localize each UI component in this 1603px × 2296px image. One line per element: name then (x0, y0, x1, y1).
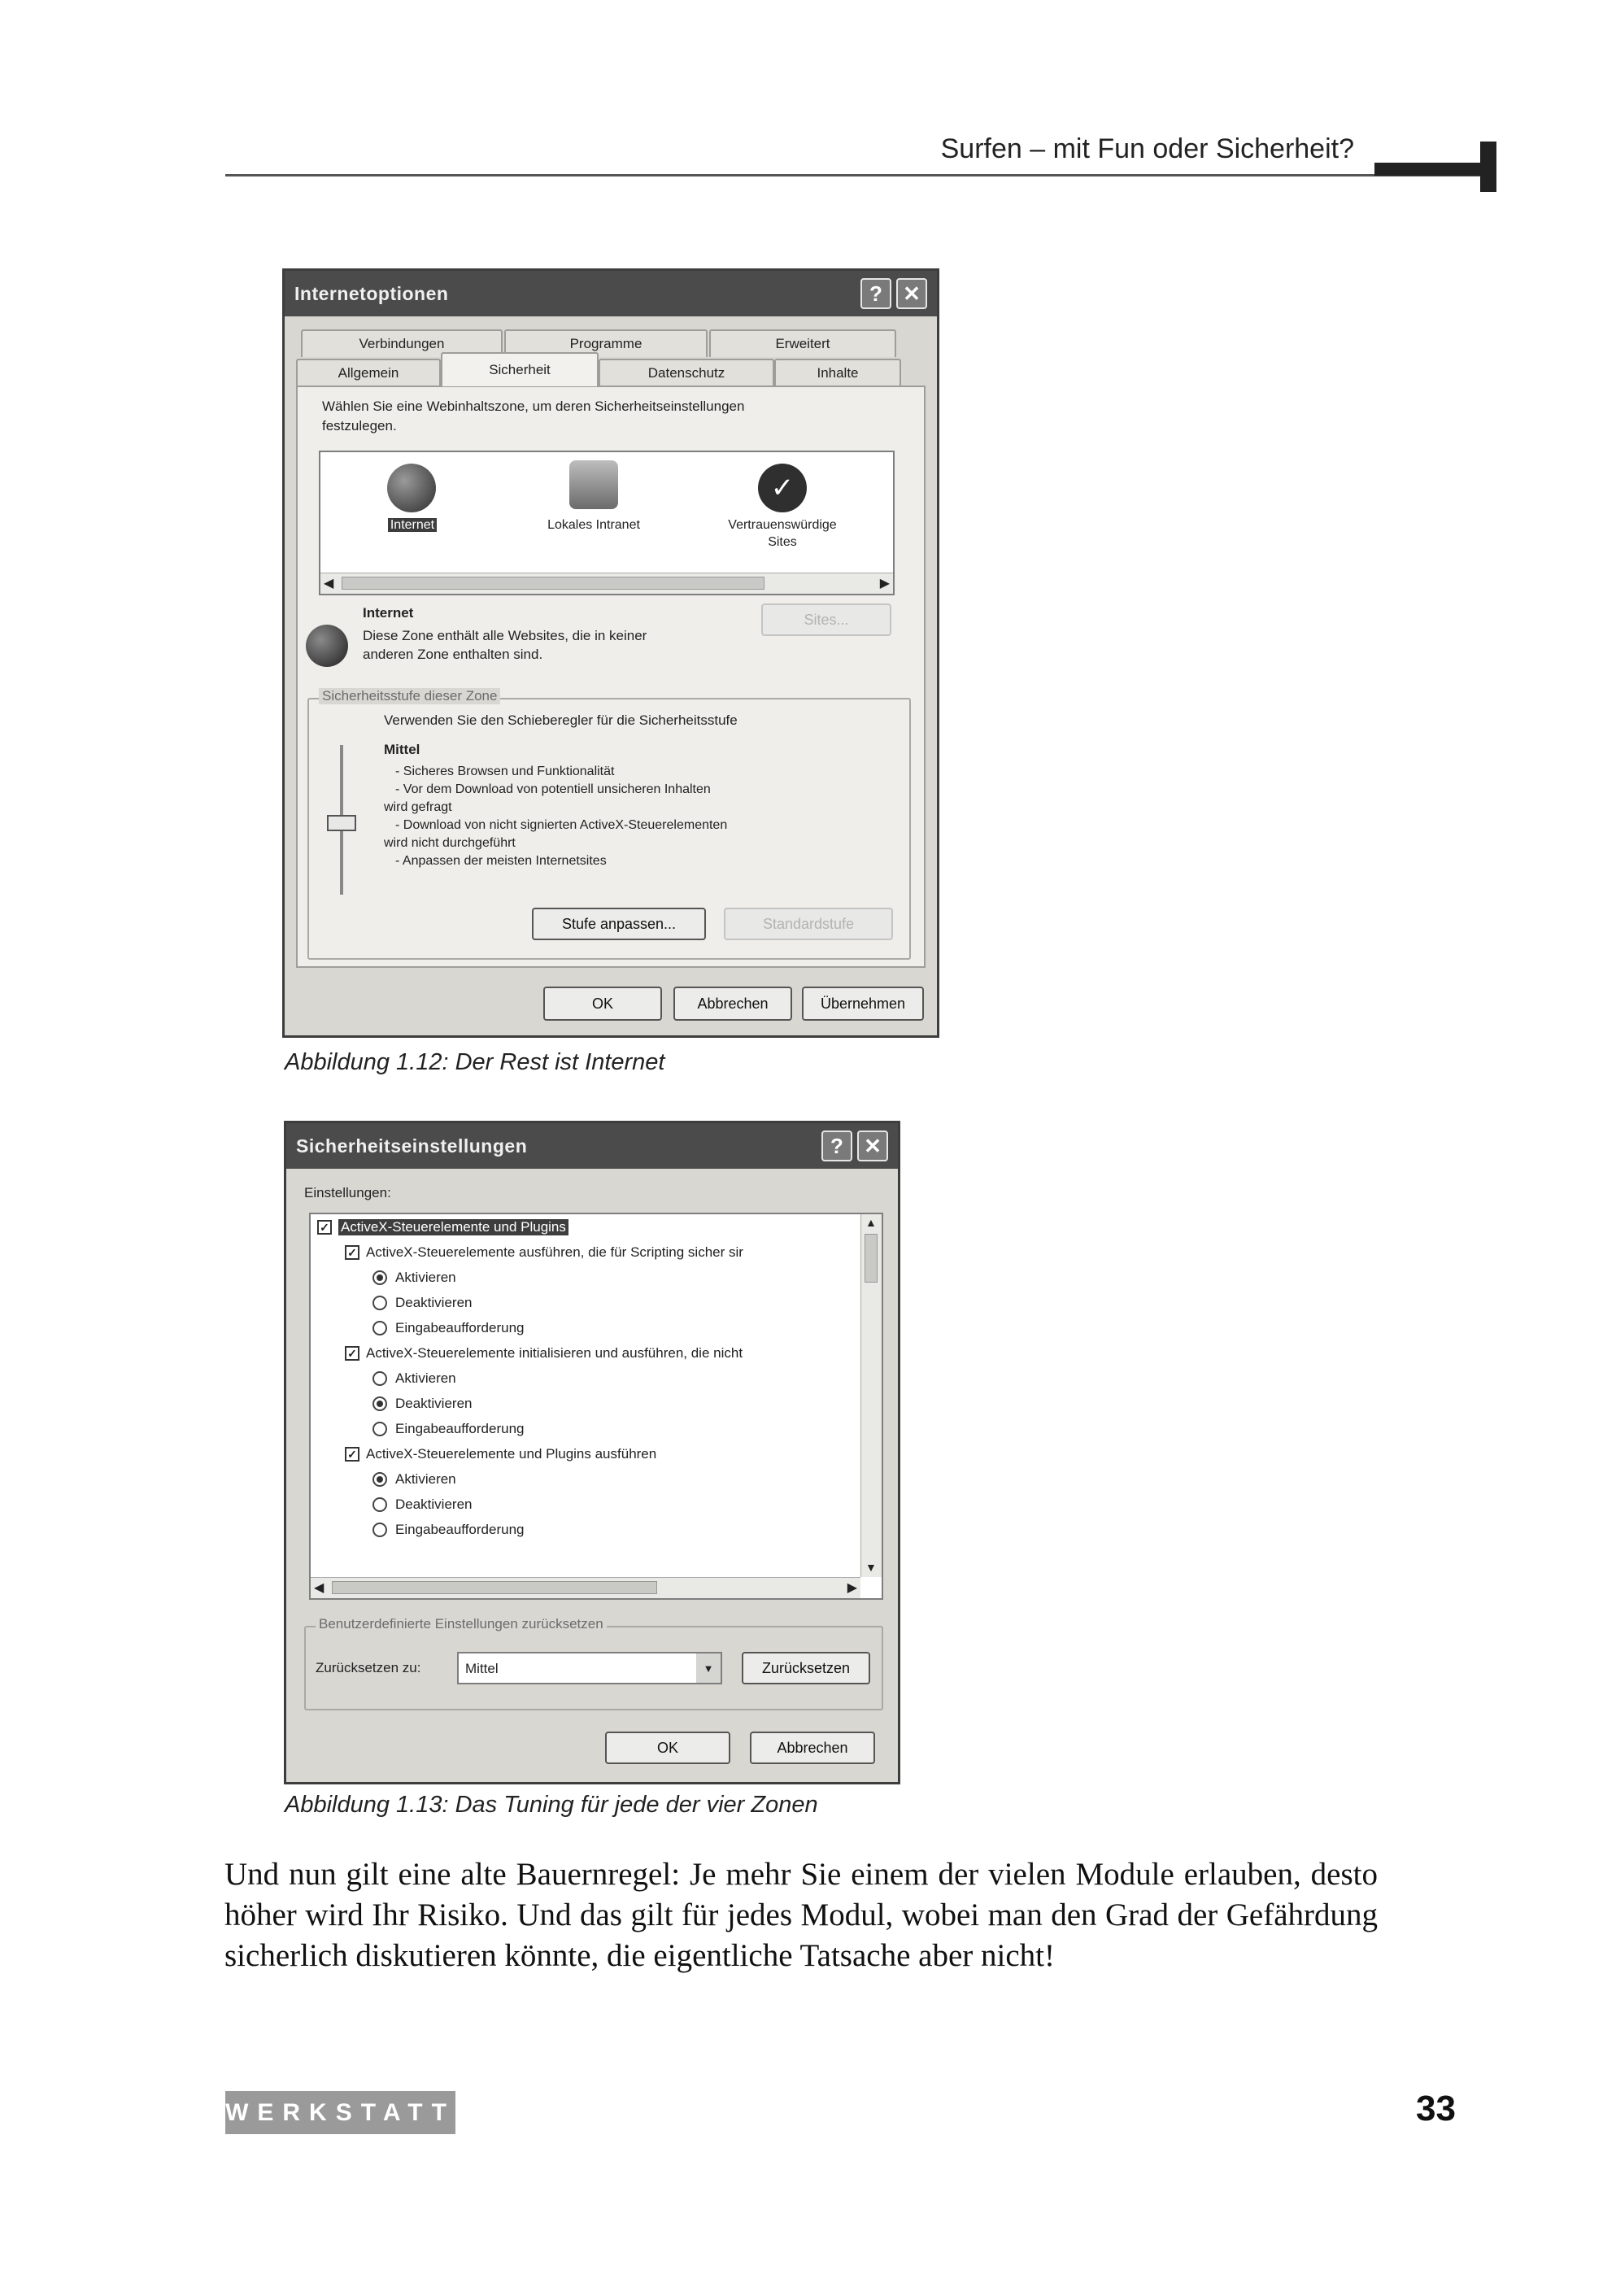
globe-icon (306, 625, 348, 667)
zone-label-intranet[interactable]: Lokales Intranet (547, 518, 640, 532)
network-icon[interactable] (569, 460, 618, 509)
zone-label-internet[interactable] (369, 517, 455, 534)
sites-button[interactable]: Sites... (761, 603, 891, 636)
custom-level-button[interactable]: Stufe anpassen... (532, 908, 706, 940)
zone-label-text: Internet (388, 518, 437, 532)
header-rule (225, 174, 1494, 176)
radio-button[interactable] (372, 1497, 387, 1512)
series-badge: WERKSTATT (225, 2091, 455, 2134)
radio-button[interactable] (372, 1472, 387, 1487)
tab-sicherheit[interactable]: Sicherheit (441, 352, 599, 386)
setting-label: Aktivieren (395, 1370, 456, 1386)
tree-vertical-scrollbar[interactable] (860, 1214, 882, 1577)
running-head: Surfen – mit Fun oder Sicherheit? (940, 133, 1354, 164)
security-level-group-label: Sicherheitsstufe dieser Zone (319, 688, 500, 704)
setting-option-row[interactable] (372, 1295, 473, 1311)
level-description-line: - Download von nicht signierten ActiveX-Steuerelementen (395, 818, 728, 832)
slider-hint: Verwenden Sie den Schieberegler für die Sicherheitsstufe (384, 712, 738, 728)
help-button[interactable]: ? (860, 278, 891, 309)
tab-erweitert[interactable]: Erweitert (709, 329, 896, 357)
setting-label: ActiveX-Steuerelemente und Plugins (338, 1219, 568, 1235)
scroll-right-icon[interactable]: ▶ (879, 577, 890, 590)
level-description-line: - Anpassen der meisten Internetsites (395, 854, 607, 868)
checkbox-icon[interactable]: ✓ (345, 1245, 359, 1260)
settings-label: Einstellungen: (304, 1185, 391, 1200)
zone-description-line: Diese Zone enthält alle Websites, die in keiner (363, 628, 647, 643)
setting-category-row[interactable] (345, 1244, 743, 1261)
setting-option-row[interactable] (372, 1370, 456, 1387)
zone-description-line: anderen Zone enthalten sind. (363, 647, 543, 662)
page-number: 33 (1416, 2089, 1456, 2128)
zone-list-scrollbar[interactable] (320, 573, 893, 594)
dialog-title: Sicherheitseinstellungen (296, 1135, 528, 1157)
setting-option-row[interactable] (372, 1320, 525, 1336)
tab-inhalte[interactable]: Inhalte (774, 359, 901, 386)
setting-label: Deaktivieren (395, 1497, 473, 1512)
zone-intro (322, 397, 744, 436)
setting-category-row[interactable] (345, 1345, 743, 1361)
scroll-left-icon[interactable]: ◀ (324, 577, 334, 590)
radio-button[interactable] (372, 1371, 387, 1386)
setting-option-row[interactable] (372, 1471, 456, 1488)
radio-button[interactable] (372, 1321, 387, 1335)
scroll-right-icon[interactable]: ▶ (847, 1581, 857, 1595)
level-description-line: wird gefragt (384, 800, 452, 814)
radio-button[interactable] (372, 1270, 387, 1285)
setting-label: ActiveX-Steuerelemente und Plugins ausführen (366, 1446, 657, 1462)
scrollbar-thumb[interactable] (332, 1581, 657, 1594)
zone-intro-line: festzulegen. (322, 418, 397, 433)
security-level-name: Mittel (384, 742, 420, 757)
zone-description (363, 626, 647, 664)
zone-list (319, 451, 895, 595)
figure-caption: Abbildung 1.13: Das Tuning für jede der vier Zonen (285, 1792, 818, 1818)
reset-level-select[interactable] (457, 1652, 722, 1684)
scroll-down-icon[interactable]: ▼ (865, 1561, 877, 1574)
internet-options-dialog (282, 268, 939, 1038)
checkbox-icon[interactable]: ✓ (317, 1220, 332, 1235)
setting-label: Aktivieren (395, 1471, 456, 1487)
setting-option-row[interactable] (372, 1421, 525, 1437)
reset-level-value: Mittel (465, 1661, 499, 1676)
setting-category-row[interactable] (317, 1219, 568, 1235)
ok-button[interactable]: OK (605, 1732, 730, 1764)
setting-label: Aktivieren (395, 1270, 456, 1285)
setting-option-row[interactable] (372, 1270, 456, 1286)
tab-datenschutz[interactable]: Datenschutz (599, 359, 774, 386)
setting-option-row[interactable] (372, 1522, 525, 1538)
setting-category-row[interactable] (345, 1446, 656, 1462)
setting-label: Deaktivieren (395, 1396, 473, 1411)
tree-horizontal-scrollbar[interactable] (311, 1577, 860, 1598)
radio-button[interactable] (372, 1523, 387, 1537)
level-description-line: - Sicheres Browsen und Funktionalität (395, 765, 615, 778)
setting-label: Deaktivieren (395, 1295, 473, 1310)
settings-tree (309, 1213, 883, 1600)
setting-option-row[interactable] (372, 1497, 473, 1513)
radio-button[interactable] (372, 1396, 387, 1411)
header-tip-ornament (1480, 142, 1496, 192)
setting-label: Eingabeaufforderung (395, 1320, 525, 1335)
cancel-button[interactable]: Abbrechen (750, 1732, 875, 1764)
scrollbar-thumb[interactable] (865, 1234, 878, 1283)
apply-button[interactable]: Übernehmen (802, 987, 924, 1021)
default-level-button[interactable]: Standardstufe (724, 908, 893, 940)
titlebar (286, 1123, 898, 1169)
globe-icon[interactable] (387, 464, 436, 512)
zone-label-trusted[interactable]: Vertrauenswürdige Sites (728, 518, 837, 549)
zone-intro-line: Wählen Sie eine Webinhaltszone, um deren Sicherheitseinstellungen (322, 399, 745, 414)
scrollbar-thumb[interactable] (342, 577, 764, 590)
security-tab-panel (296, 386, 926, 968)
checkmark-icon[interactable]: ✓ (758, 464, 807, 512)
cancel-button[interactable]: Abbrechen (673, 987, 792, 1021)
scroll-up-icon[interactable]: ▲ (865, 1216, 877, 1229)
security-level-description (384, 763, 727, 870)
reset-button[interactable]: Zurücksetzen (742, 1652, 870, 1684)
scroll-left-icon[interactable]: ◀ (314, 1581, 325, 1595)
help-button[interactable]: ? (821, 1131, 852, 1161)
radio-button[interactable] (372, 1296, 387, 1310)
header-bar-ornament (1374, 163, 1480, 176)
level-description-line: wird nicht durchgeführt (384, 836, 516, 850)
body-paragraph: Und nun gilt eine alte Bauernregel: Je mehr Sie einem der vielen Module erlauben, desto höher wird Ihr Risiko. Und das gilt für jedes Modul, wobei man den Grad der Gefährdung sicherlich diskutieren könnte, die eigentliche Tatsache aber nicht! (224, 1857, 1378, 1973)
security-settings-dialog (284, 1121, 900, 1784)
checkbox-icon[interactable]: ✓ (345, 1447, 359, 1462)
radio-button[interactable] (372, 1422, 387, 1436)
level-description-line: - Vor dem Download von potentiell unsicheren Inhalten (395, 782, 711, 796)
setting-option-row[interactable] (372, 1396, 473, 1412)
dialog-title: Internetoptionen (294, 282, 449, 304)
figure-caption: Abbildung 1.12: Der Rest ist Internet (285, 1049, 665, 1075)
setting-label: ActiveX-Steuerelemente initialisieren und ausführen, die nicht (366, 1345, 743, 1361)
close-button[interactable]: ✕ (857, 1131, 888, 1161)
reset-group-label: Benutzerdefinierte Einstellungen zurücksetzen (316, 1616, 607, 1632)
reset-to-label: Zurücksetzen zu: (316, 1660, 421, 1675)
setting-label: ActiveX-Steuerelemente ausführen, die für Scripting sicher sir (366, 1244, 743, 1260)
setting-label: Eingabeaufforderung (395, 1522, 525, 1537)
security-slider-thumb[interactable] (327, 815, 356, 831)
tab-verbindungen[interactable]: Verbindungen (301, 329, 503, 357)
ok-button[interactable]: OK (543, 987, 662, 1021)
close-button[interactable]: ✕ (896, 278, 927, 309)
titlebar (285, 271, 937, 316)
tab-programme[interactable]: Programme (504, 329, 708, 357)
zone-title: Internet (363, 605, 414, 621)
setting-label: Eingabeaufforderung (395, 1421, 525, 1436)
tab-allgemein[interactable]: Allgemein (296, 359, 441, 386)
checkbox-icon[interactable]: ✓ (345, 1346, 359, 1361)
chevron-down-icon[interactable]: ▼ (696, 1653, 721, 1683)
